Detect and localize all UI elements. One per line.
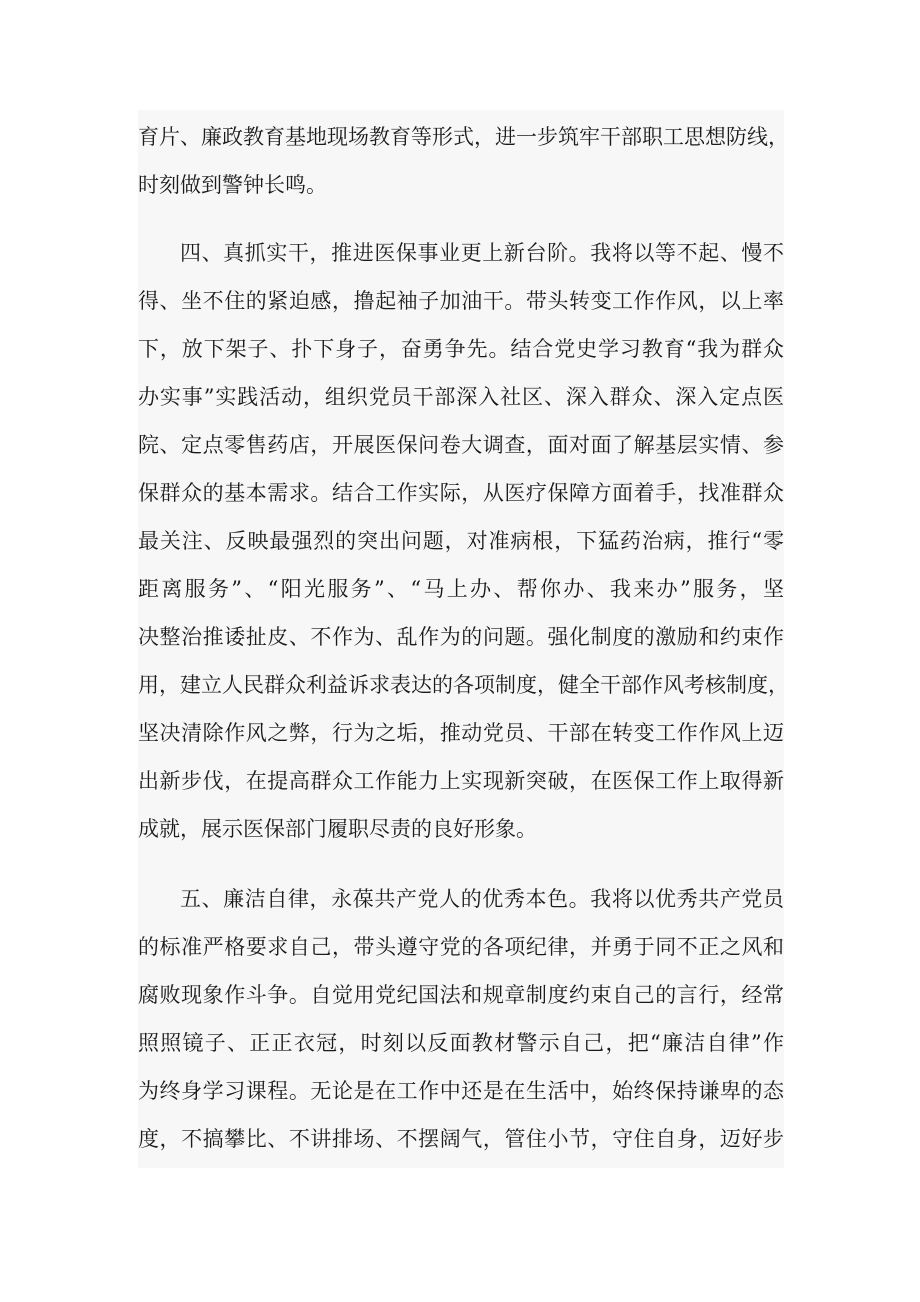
paragraph-2-line-7: 最关注、反映最强烈的突出问题，对准病根，下猛药治病，推行“零 [138, 529, 784, 553]
paragraph-2-line-3: 下，放下架子、扑下身子，奋勇争先。结合党史学习教育“我为群众 [138, 337, 784, 361]
paragraph-2-line-12: 出新步伐，在提高群众工作能力上实现新突破，在医保工作上取得新 [138, 769, 784, 793]
paragraph-3-line-2: 的标准严格要求自己，带头遵守党的各项纪律，并勇于同不正之风和 [138, 935, 784, 959]
paragraph-2-line-4: 办实事”实践活动，组织党员干部深入社区、深入群众、深入定点医 [138, 385, 784, 409]
document-text-block [138, 110, 789, 1168]
paragraph-3-line-1: 五、廉洁自律，永葆共产党人的优秀本色。我将以优秀共产党员 [180, 887, 784, 911]
paragraph-3-line-5: 为终身学习课程。无论是在工作中还是在生活中，始终保持谦卑的态 [138, 1079, 784, 1103]
paragraph-2-line-2: 得、坐不住的紧迫感，撸起袖子加油干。带头转变工作作风，以上率 [138, 289, 784, 313]
paragraph-2-line-13: 成就，展示医保部门履职尽责的良好形象。 [138, 817, 537, 841]
paragraph-2-line-10: 用，建立人民群众利益诉求表达的各项制度，健全干部作风考核制度， [138, 673, 789, 697]
paragraph-2-line-6: 保群众的基本需求。结合工作实际，从医疗保障方面着手，找准群众 [138, 481, 784, 505]
paragraph-2-line-11: 坚决清除作风之弊，行为之垢，推动党员、干部在转变工作作风上迈 [138, 721, 784, 745]
paragraph-2-line-1: 四、真抓实干，推进医保事业更上新台阶。我将以等不起、慢不 [180, 241, 784, 265]
paragraph-1-line-1: 育片、廉政教育基地现场教育等形式，进一步筑牢干部职工思想防线， [138, 125, 789, 149]
paragraph-2-line-5: 院、定点零售药店，开展医保问卷大调查，面对面了解基层实情、参 [138, 433, 784, 457]
paragraph-2-line-8: 距离服务”、“阳光服务”、“马上办、帮你办、我来办”服务，坚 [138, 577, 784, 601]
paragraph-3-line-4: 照照镜子、正正衣冠，时刻以反面教材警示自己，把“廉洁自律”作 [138, 1031, 784, 1055]
paragraph-3-line-6: 度，不搞攀比、不讲排场、不摆阔气，管住小节，守住自身，迈好步 [138, 1127, 784, 1151]
paragraph-1-line-2: 时刻做到警钟长鸣。 [138, 173, 327, 197]
paragraph-3-line-3: 腐败现象作斗争。自觉用党纪国法和规章制度约束自己的言行，经常 [138, 983, 784, 1007]
paragraph-2-line-9: 决整治推诿扯皮、不作为、乱作为的问题。强化制度的激励和约束作 [138, 625, 784, 649]
